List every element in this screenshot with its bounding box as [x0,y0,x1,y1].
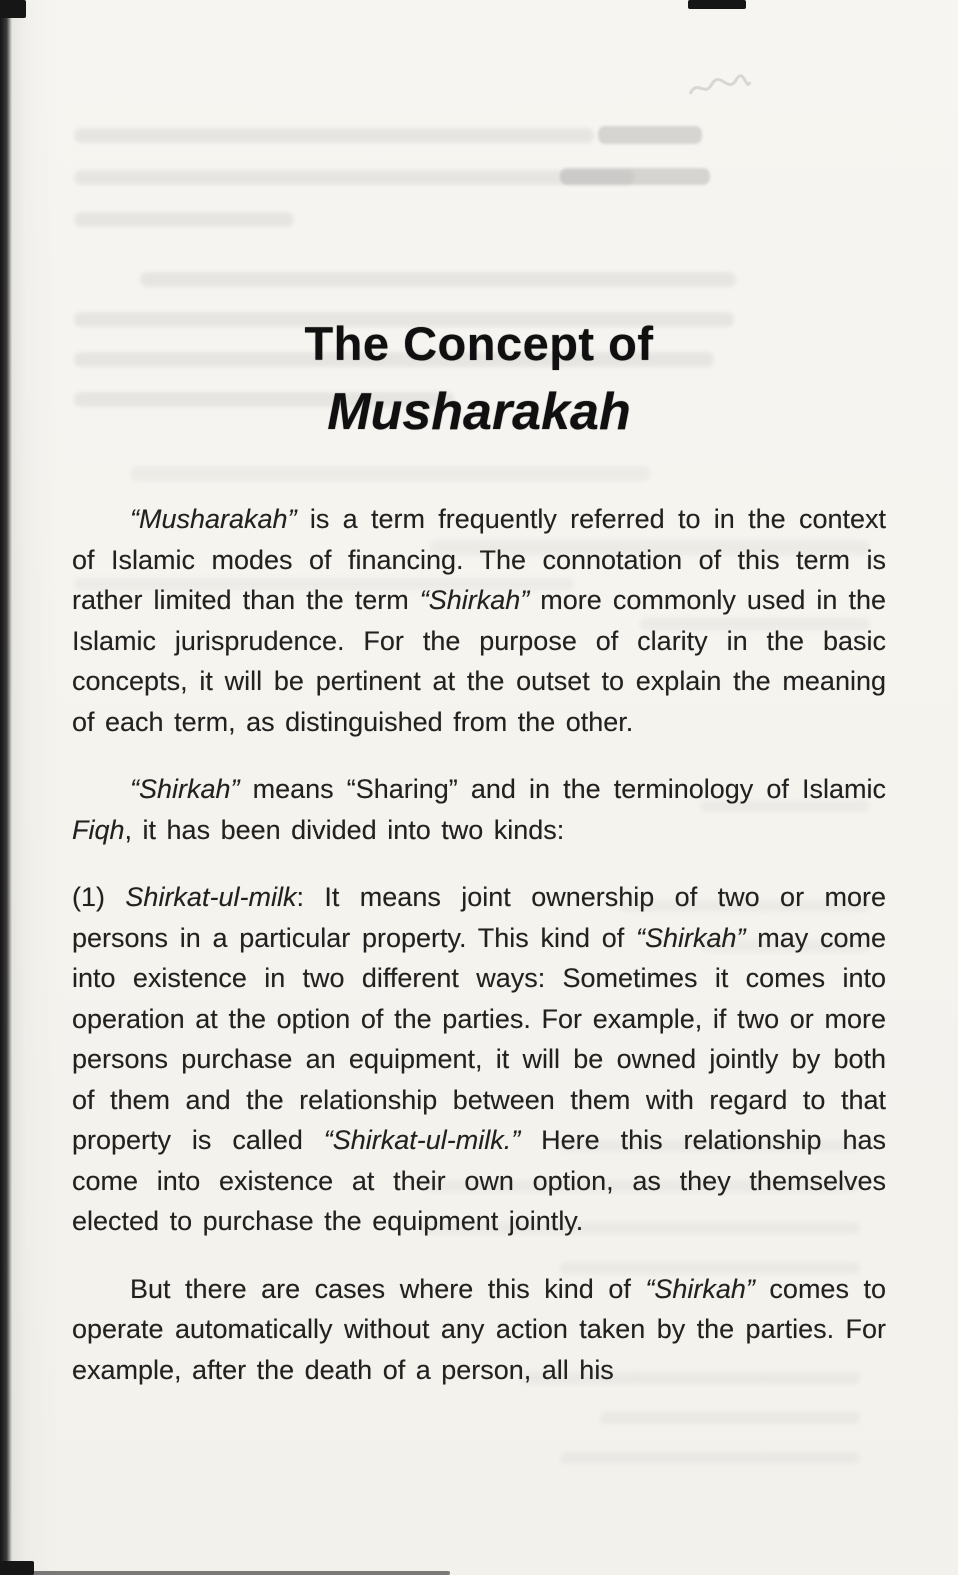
paragraph [72,1269,886,1391]
chapter-title-line1: The Concept of [304,317,654,370]
italic-text-run: Fiqh [72,814,125,845]
paragraph [72,769,886,850]
chapter-title [72,316,886,445]
text-run: But there are cases where this kind of [130,1273,646,1304]
text-run: may come into existence in two different ways: Sometimes it comes into operation at the option of the parties. For example, if two or more persons purchase an equipment, it will be owned jointly by both of them and the relationship between them with regard to that property is called [72,922,886,1156]
text-run: Here this relationship has come into existence at their own option, as they themselves elected to purchase the equipment jointly. [72,1125,886,1237]
page-content [72,0,886,1417]
italic-text-run: “Shirkat-ul-milk.” [323,1125,521,1156]
body-paragraphs [72,499,886,1390]
text-run: means “Sharing” and in the terminology of Islamic [239,774,886,805]
scan-edge-mark-top-left [0,0,26,18]
scan-edge-mark-bottom [30,1571,450,1575]
italic-text-run: “Shirkah” [419,585,530,616]
italic-text-run: “Musharakah” [130,504,297,535]
text-run: : It means joint ownership of two or more persons in a particular property. This kind of [72,882,886,953]
paragraph [72,499,886,742]
italic-text-run: “Shirkah” [635,922,746,953]
text-run: , it has been divided into two kinds: [124,814,565,845]
paragraph [72,877,886,1242]
text-run: comes to operate automatically without any action taken by the parties. For example, after the death of a person, all his [72,1273,886,1385]
scan-edge-mark-bottom-left [0,1561,34,1575]
italic-text-run: “Shirkah” [130,774,240,805]
text-run: (1) [72,882,126,913]
italic-text-run: “Shirkah” [645,1273,755,1304]
text-run: is a term frequently referred to in the context of Islamic modes of financing. The connotation of this term is rather limited than the term [72,504,886,616]
scan-edge-left [0,0,12,1575]
bleed-artifact [560,1452,860,1464]
chapter-title-line2: Musharakah [327,383,631,442]
italic-text-run: Shirkat-ul-milk [125,882,297,913]
text-run: more commonly used in the Islamic jurisprudence. For the purpose of clarity in the basic concepts, it will be pertinent at the outset to explain the meaning of each term, as distinguished from the other. [72,585,886,737]
